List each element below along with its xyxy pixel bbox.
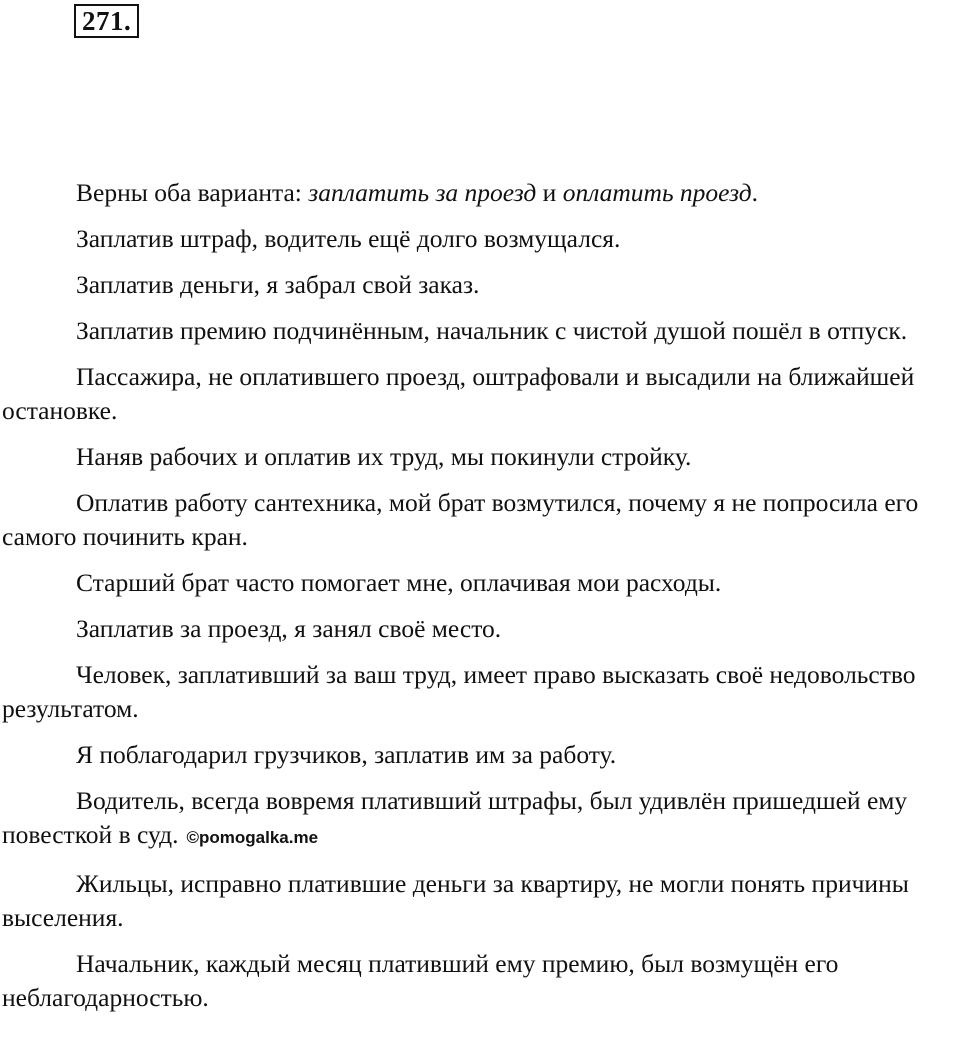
variant-2: оплатить проезд — [562, 178, 752, 207]
sentence-6: Оплатив работу сантехника, мой брат возмутился, почему я не попросила его самого починить кран. — [2, 488, 919, 551]
watermark: ©pomogalka.me — [186, 828, 319, 847]
sentence-2: Заплатив деньги, я забрал свой заказ. — [76, 270, 480, 299]
sentence-13: Начальник, каждый месяц плативший ему премию, был возмущён его неблагодарностью. — [2, 949, 839, 1012]
sentence-1: Заплатив штраф, водитель ещё долго возмущался. — [76, 224, 621, 253]
sentence-3: Заплатив премию подчинённым, начальник с чистой душой пошёл в отпуск. — [76, 316, 908, 345]
intro-paragraph — [2, 176, 952, 210]
sentence-10: Я поблагодарил грузчиков, заплатив им за работу. — [76, 740, 617, 769]
conjunction: и — [536, 178, 563, 207]
sentence-5: Наняв рабочих и оплатив их труд, мы покинули стройку. — [76, 442, 692, 471]
sentence-12: Жильцы, исправно платившие деньги за квартиру, не могли понять причины выселения. — [2, 869, 909, 932]
exercise-number: 271. — [74, 4, 139, 38]
intro-text: Верны оба варианта: — [76, 178, 309, 207]
answer-text — [2, 176, 952, 1027]
sentence-8: Заплатив за проезд, я занял своё место. — [76, 614, 502, 643]
sentence-9: Человек, заплативший за ваш труд, имеет право высказать своё недовольство результатом. — [2, 660, 916, 723]
sentence-11: Водитель, всегда вовремя плативший штрафы, был удивлён пришедшей ему повесткой в суд. — [2, 786, 908, 849]
intro-end: . — [751, 178, 759, 207]
sentence-11-paragraph — [2, 784, 952, 855]
variant-1: заплатить за проезд — [308, 178, 537, 207]
sentence-7: Старший брат часто помогает мне, оплачивая мои расходы. — [76, 568, 722, 597]
sentence-4: Пассажира, не оплатившего проезд, оштрафовали и высадили на ближайшей остановке. — [2, 362, 915, 425]
